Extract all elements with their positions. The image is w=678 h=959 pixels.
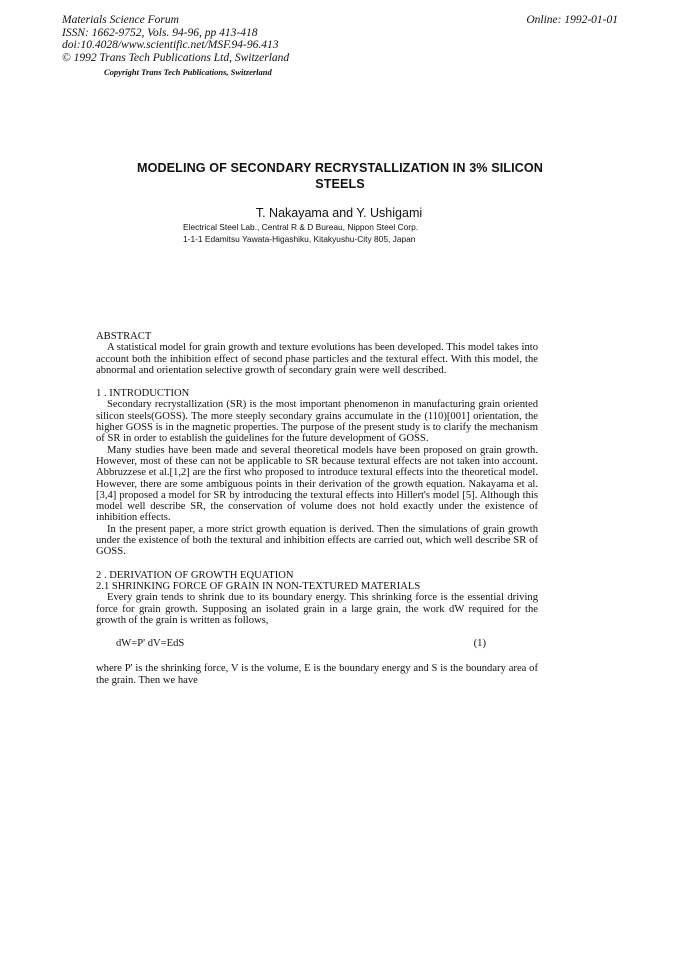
author-affiliation (183, 222, 418, 245)
issn-line: ISSN: 1662-9752, Vols. 94-96, pp 413-418 (62, 26, 258, 39)
paper-body (96, 331, 538, 686)
intro-paragraph-2: Many studies have been made and several theoretical models have been proposed on grain growth. However, most of these can not be applicable to SR because textural effects are not taken into account. Abbruzzese et al.[1,2] are the first who proposed to introduce textural effects into the theoretical model. However, there are some ambiguous points in their derivation of the growth equation. Nakayama et al.[3,4] proposed a model for SR by introducing the textural effects into Hillert's model [5]. Although this model well describe SR, the conservation of volume does not hold exactly under the existence of inhibition effects. (96, 444, 538, 524)
abstract-heading: ABSTRACT (96, 331, 152, 342)
affiliation-line: Electrical Steel Lab., Central R & D Bureau, Nippon Steel Corp. (183, 222, 419, 232)
publisher-line: © 1992 Trans Tech Publications Ltd, Switzerland (62, 51, 290, 64)
title-line: MODELING OF SECONDARY RECRYSTALLIZATION IN 3% SILICON (137, 161, 543, 175)
paper-authors: T. Nakayama and Y. Ushigami (255, 206, 423, 220)
journal-citation (62, 14, 289, 64)
paper-title (90, 160, 590, 192)
section-2-heading: 2 . DERIVATION OF GROWTH EQUATION (96, 569, 294, 581)
copyright-notice: Copyright Trans Tech Publications, Switzerland (104, 67, 272, 77)
equation-1 (96, 638, 538, 649)
online-date: Online: 1992-01-01 (526, 14, 618, 26)
section-2-paragraph-2: where P' is the shrinking force, V is the volume, E is the boundary energy and S is the boundary area of the grain. Then we have (96, 663, 538, 686)
doi-line: doi:10.4028/www.scientific.net/MSF.94-96.413 (62, 39, 279, 52)
intro-paragraph-3: In the present paper, a more strict growth equation is derived. Then the simulations of grain growth under the existence of both the textural and inhibition effects are carried out, which well describe SR of GOSS. (96, 523, 538, 558)
equation-text: dW=P' dV=EdS (116, 638, 185, 650)
affiliation-line: 1-1-1 Edamitsu Yawata-Higashiku, Kitakyushu-City 805, Japan (183, 233, 416, 244)
intro-paragraph-1: Secondary recrystallization (SR) is the most important phenomenon in manufacturing grain oriented silicon steels(GOSS). The more steeply secondary grains accumulate in the (110)[001] orientation, the higher GOSS is in the magnetic properties. The purpose of the present study is to clarify the mechanism of SR in order to establish the guidelines for the future development of GOSS. (96, 399, 538, 445)
section-2-paragraph-1: Every grain tends to shrink due to its boundary energy. This shrinking force is the essential driving force for grain growth. Supposing an isolated grain in a large grain, the work dW required for the growth of the grain is written as follows, (96, 592, 538, 626)
journal-name: Materials Science Forum (62, 14, 179, 26)
equation-number: (1) (473, 638, 486, 650)
introduction-heading: 1 . INTRODUCTION (96, 388, 190, 400)
subsection-2-1-heading: 2.1 SHRINKING FORCE OF GRAIN IN NON-TEXTURED MATERIALS (96, 580, 421, 592)
title-line: STEELS (315, 177, 365, 191)
abstract-text: A statistical model for grain growth and texture evolutions has been developed. This model takes into account both the inhibition effect of second phase particles and the textural effect. With this model, the abnormal and orientation selective growth of secondary grain were well described. (96, 342, 538, 376)
